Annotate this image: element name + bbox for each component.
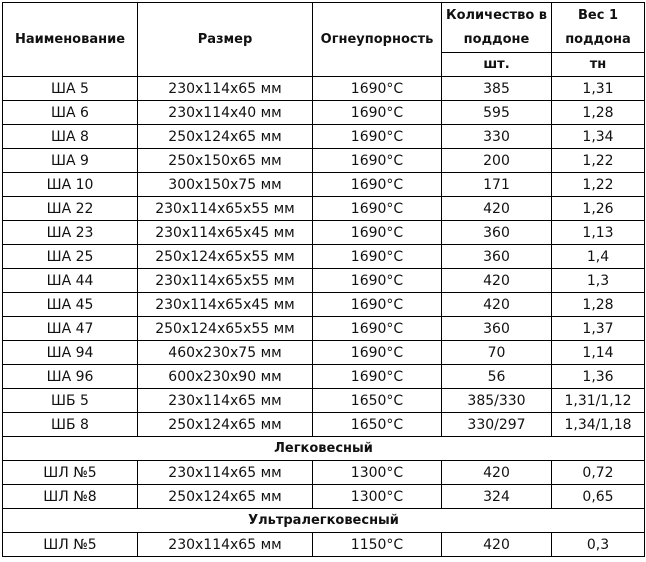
quantity-cell: 420: [442, 293, 552, 317]
refractoriness-cell: 1690°С: [313, 365, 442, 389]
refractoriness-cell: 1690°С: [313, 317, 442, 341]
weight-cell: 0,65: [552, 485, 645, 509]
table-row: [3, 413, 645, 437]
refractoriness-cell: 1690°С: [313, 173, 442, 197]
table-row: [3, 245, 645, 269]
weight-cell: 1,22: [552, 149, 645, 173]
weight-cell: 1,31/1,12: [552, 389, 645, 413]
weight-cell: 1,28: [552, 293, 645, 317]
weight-cell: 1,14: [552, 341, 645, 365]
product-name-cell: ША 94: [3, 341, 138, 365]
table-row: [3, 317, 645, 341]
size-cell: 250x124x65 мм: [138, 125, 313, 149]
table-row: [3, 341, 645, 365]
size-cell: 300x150x75 мм: [138, 173, 313, 197]
refractoriness-cell: 1690°С: [313, 269, 442, 293]
size-cell: 460x230x75 мм: [138, 341, 313, 365]
product-name-cell: ШЛ №5: [3, 461, 138, 485]
product-table: [2, 2, 645, 557]
refractoriness-cell: 1690°С: [313, 125, 442, 149]
weight-cell: 1,34: [552, 125, 645, 149]
refractoriness-cell: 1650°С: [313, 413, 442, 437]
product-name-cell: ША 9: [3, 149, 138, 173]
weight-cell: 1,13: [552, 221, 645, 245]
header-weight-unit: тн: [552, 53, 645, 77]
product-name-cell: ША 8: [3, 125, 138, 149]
quantity-cell: 330/297: [442, 413, 552, 437]
header-quantity-line2: поддоне: [463, 31, 530, 47]
table-row: [3, 197, 645, 221]
size-cell: 230x114x65 мм: [138, 389, 313, 413]
quantity-cell: 200: [442, 149, 552, 173]
product-name-cell: ША 96: [3, 365, 138, 389]
table-row: [3, 389, 645, 413]
table-row: [3, 173, 645, 197]
size-cell: 230x114x65 мм: [138, 533, 313, 557]
size-cell: 230x114x65 мм: [138, 461, 313, 485]
refractoriness-cell: 1690°С: [313, 221, 442, 245]
refractoriness-cell: 1690°С: [313, 149, 442, 173]
refractoriness-cell: 1690°С: [313, 293, 442, 317]
product-name-cell: ША 45: [3, 293, 138, 317]
quantity-cell: 420: [442, 197, 552, 221]
quantity-cell: 385: [442, 77, 552, 101]
product-name-cell: ША 47: [3, 317, 138, 341]
size-cell: 230x114x65x45 мм: [138, 221, 313, 245]
header-quantity-unit: шт.: [442, 53, 552, 77]
refractoriness-cell: 1690°С: [313, 77, 442, 101]
weight-cell: 1,36: [552, 365, 645, 389]
size-cell: 250x124x65 мм: [138, 485, 313, 509]
size-cell: 600x230x90 мм: [138, 365, 313, 389]
weight-cell: 0,3: [552, 533, 645, 557]
product-name-cell: ША 44: [3, 269, 138, 293]
section-light-title: Легковесный: [3, 437, 645, 461]
section-ultralight-title: Ультралегковесный: [3, 509, 645, 533]
quantity-cell: 56: [442, 365, 552, 389]
weight-cell: 0,72: [552, 461, 645, 485]
weight-cell: 1,4: [552, 245, 645, 269]
table-row: [3, 77, 645, 101]
size-cell: 230x114x65 мм: [138, 77, 313, 101]
product-name-cell: ШБ 8: [3, 413, 138, 437]
refractoriness-cell: 1150°С: [313, 533, 442, 557]
size-cell: 250x150x65 мм: [138, 149, 313, 173]
refractoriness-cell: 1690°С: [313, 245, 442, 269]
group-chamotte: [3, 77, 645, 437]
product-name-cell: ША 23: [3, 221, 138, 245]
weight-cell: 1,3: [552, 269, 645, 293]
size-cell: 230x114x65x55 мм: [138, 269, 313, 293]
header-weight-line2: поддона: [565, 31, 631, 47]
quantity-cell: 171: [442, 173, 552, 197]
table-row: [3, 533, 645, 557]
header-refractoriness: Огнеупорность: [313, 3, 442, 77]
header-weight: [552, 3, 645, 53]
table-row: [3, 221, 645, 245]
product-name-cell: ША 10: [3, 173, 138, 197]
product-name-cell: ША 5: [3, 77, 138, 101]
refractoriness-cell: 1300°С: [313, 485, 442, 509]
weight-cell: 1,34/1,18: [552, 413, 645, 437]
quantity-cell: 330: [442, 125, 552, 149]
quantity-cell: 595: [442, 101, 552, 125]
table-row: [3, 293, 645, 317]
table-row: [3, 485, 645, 509]
quantity-cell: 360: [442, 245, 552, 269]
header-quantity-line1: Количество в: [445, 7, 548, 23]
header-size: Размер: [138, 3, 313, 77]
quantity-cell: 360: [442, 221, 552, 245]
table-row: [3, 101, 645, 125]
refractoriness-cell: 1690°С: [313, 101, 442, 125]
table-row: [3, 149, 645, 173]
weight-cell: 1,31: [552, 77, 645, 101]
refractoriness-cell: 1300°С: [313, 461, 442, 485]
group-light: [3, 461, 645, 509]
section-ultralight: [3, 509, 645, 533]
refractoriness-cell: 1650°С: [313, 389, 442, 413]
size-cell: 230x114x65x45 мм: [138, 293, 313, 317]
quantity-cell: 70: [442, 341, 552, 365]
table-row: [3, 269, 645, 293]
refractoriness-cell: 1690°С: [313, 341, 442, 365]
product-name-cell: ША 25: [3, 245, 138, 269]
quantity-cell: 385/330: [442, 389, 552, 413]
header-quantity: [442, 3, 552, 53]
size-cell: 250x124x65x55 мм: [138, 317, 313, 341]
product-name-cell: ШБ 5: [3, 389, 138, 413]
product-name-cell: ША 6: [3, 101, 138, 125]
group-ultralight: [3, 533, 645, 557]
product-name-cell: ШЛ №8: [3, 485, 138, 509]
weight-cell: 1,37: [552, 317, 645, 341]
quantity-cell: 324: [442, 485, 552, 509]
size-cell: 250x124x65 мм: [138, 413, 313, 437]
quantity-cell: 420: [442, 461, 552, 485]
weight-cell: 1,28: [552, 101, 645, 125]
weight-cell: 1,22: [552, 173, 645, 197]
product-name-cell: ША 22: [3, 197, 138, 221]
size-cell: 250x124x65x55 мм: [138, 245, 313, 269]
size-cell: 230x114x65x55 мм: [138, 197, 313, 221]
table-row: [3, 365, 645, 389]
header-name: Наименование: [3, 3, 138, 77]
table-row: [3, 461, 645, 485]
product-name-cell: ШЛ №5: [3, 533, 138, 557]
quantity-cell: 420: [442, 269, 552, 293]
refractoriness-cell: 1690°С: [313, 197, 442, 221]
table-row: [3, 125, 645, 149]
quantity-cell: 360: [442, 317, 552, 341]
size-cell: 230x114x40 мм: [138, 101, 313, 125]
quantity-cell: 420: [442, 533, 552, 557]
header-weight-line1: Вес 1: [577, 7, 618, 23]
weight-cell: 1,26: [552, 197, 645, 221]
section-light: [3, 437, 645, 461]
